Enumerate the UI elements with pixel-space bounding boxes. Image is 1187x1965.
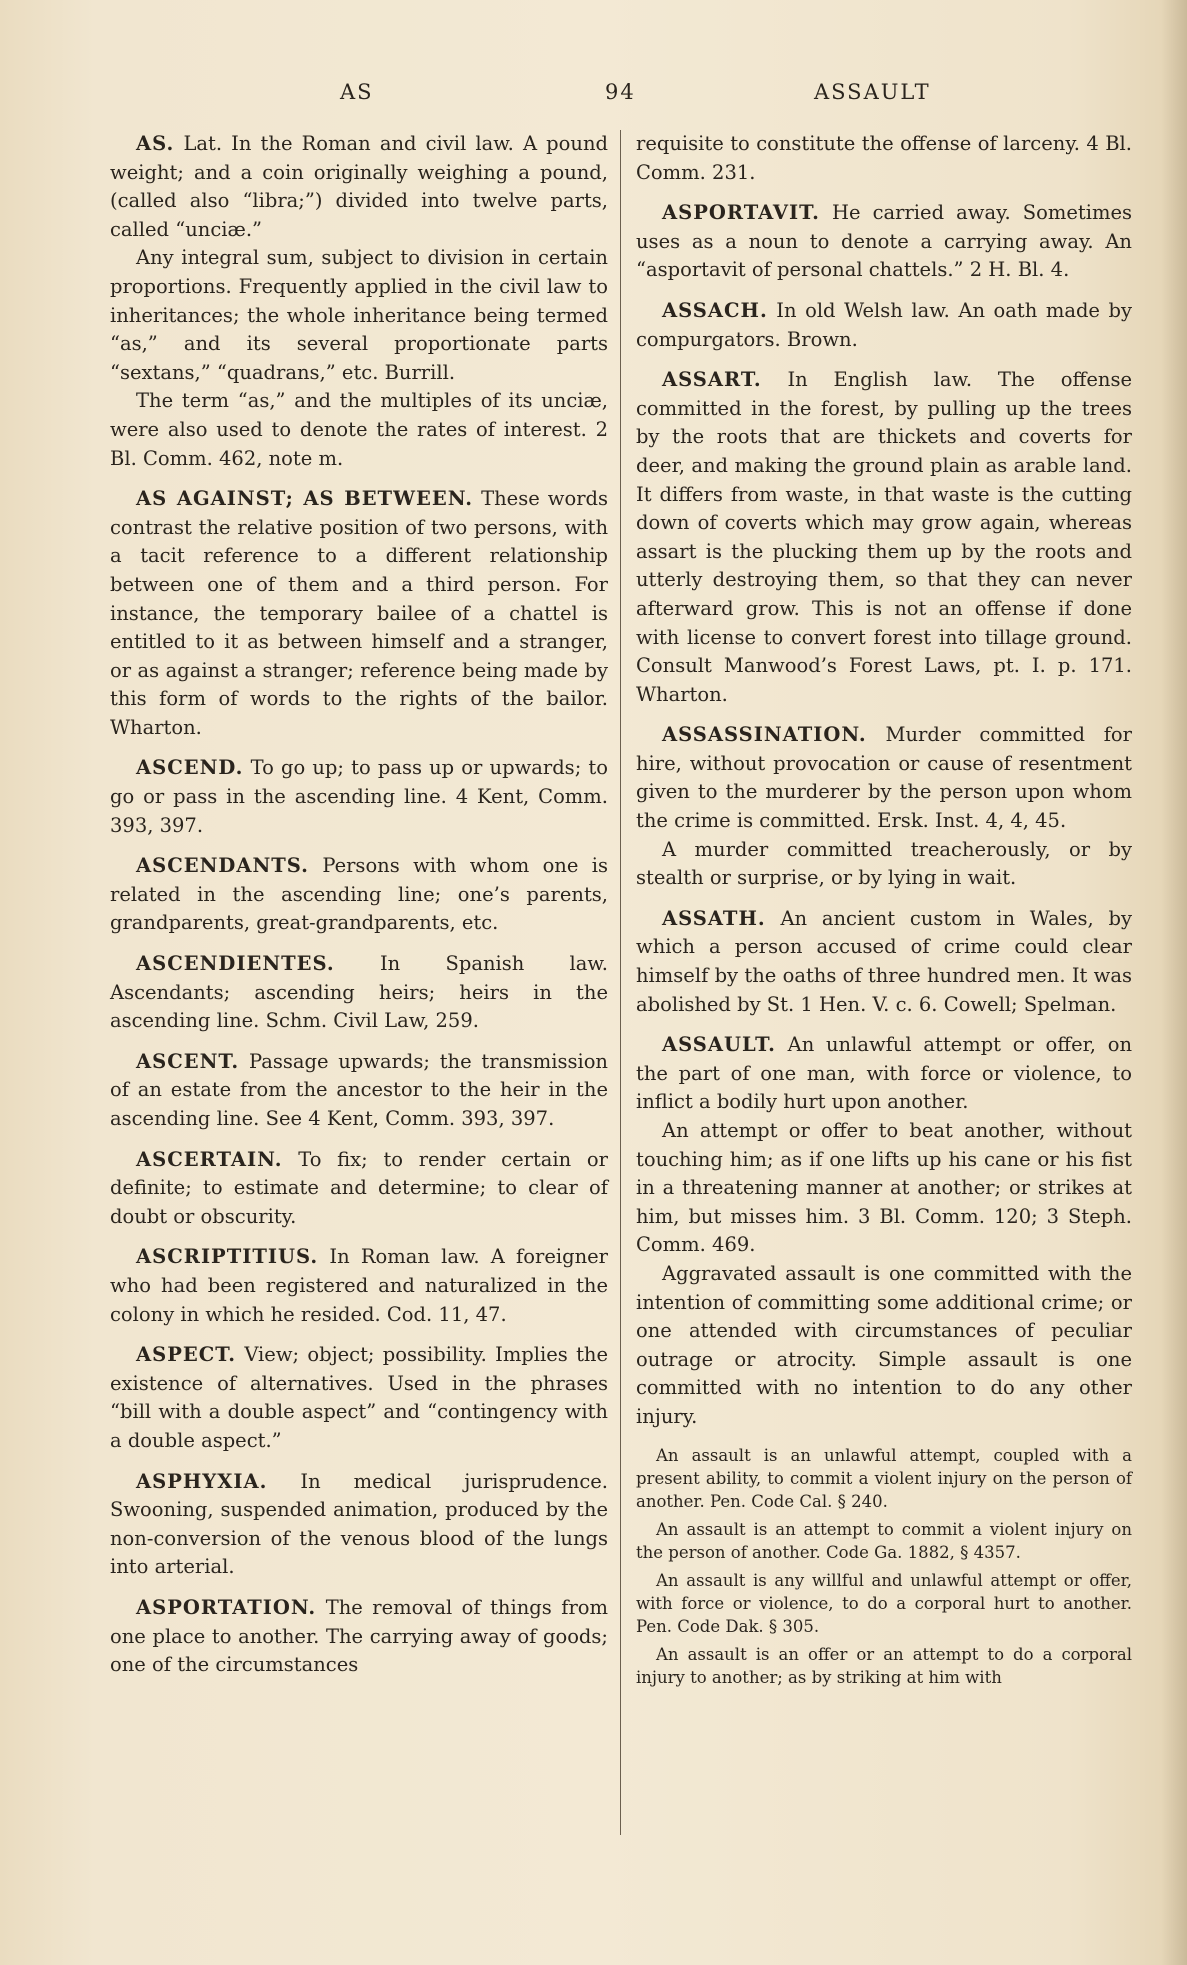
entry-assart bbox=[636, 366, 1132, 709]
column-divider bbox=[620, 130, 621, 1835]
entry-assassination bbox=[636, 721, 1132, 893]
entry-asportation bbox=[110, 1594, 608, 1680]
entry-term: ASPHYXIA. bbox=[136, 1469, 268, 1493]
note-text: An assault is an attempt to commit a violent injury on the person of another. Code Ga. 1882, § 4357. bbox=[636, 1519, 1132, 1563]
entry-text: Passage upwards; the transmission of an estate from the ancestor to the heir in the ascending line. See 4 Kent, Comm. 393, 397. bbox=[110, 1049, 608, 1130]
entry-text: The removal of things from one place to another. The carrying away of goods; one of the circumstances bbox=[110, 1595, 609, 1677]
entry-assault bbox=[636, 1031, 1132, 1431]
entry-text: In old Welsh law. An oath made by compurgators. Brown. bbox=[636, 298, 1133, 351]
entry-as bbox=[110, 130, 608, 473]
statutory-note bbox=[636, 1518, 1132, 1565]
page-number: 94 bbox=[605, 80, 636, 104]
entry-text: An attempt or offer to beat another, without touching him; as if one lifts up his cane or his fist in a threatening manner at another; or strikes at him, but misses him. 3 Bl. Comm. 120; 3 Steph. Comm. 469. bbox=[636, 1119, 1132, 1257]
statutory-note bbox=[636, 1444, 1132, 1514]
entry-asportavit bbox=[636, 199, 1132, 285]
note-text: An assault is an offer or an attempt to do a corporal injury to another; as by striking at him with bbox=[636, 1644, 1132, 1688]
entry-term: ASPORTATION. bbox=[136, 1595, 317, 1619]
entry-asphyxia bbox=[110, 1468, 608, 1582]
entry-term: ASCEND. bbox=[136, 756, 244, 780]
entry-text: In medical jurisprudence. Swooning, suspended animation, produced by the non-conversion of the venous blood of the lungs into arterial. bbox=[110, 1469, 608, 1579]
entry-term: ASPORTAVIT. bbox=[662, 201, 820, 225]
entry-term: ASCENDANTS. bbox=[136, 854, 309, 878]
entry-text: In Spanish law. Ascendants; ascending heirs; heirs in the ascending line. Schm. Civil Law, 259. bbox=[110, 952, 608, 1033]
entry-term: ASCENDIENTES. bbox=[136, 952, 335, 976]
entry-term: ASPECT. bbox=[136, 1343, 237, 1367]
entry-text: To fix; to render certain or definite; to estimate and determine; to clear of doubt or obscurity. bbox=[110, 1147, 608, 1228]
entry-text: In Roman law. A foreigner who had been registered and naturalized in the colony in which he resided. Cod. 11, 47. bbox=[110, 1245, 608, 1326]
entry-term: AS. bbox=[136, 132, 175, 155]
entry-term: ASCERTAIN. bbox=[136, 1147, 283, 1171]
right-column bbox=[636, 130, 1132, 1694]
left-column bbox=[110, 130, 608, 1692]
entry-text: The term “as,” and the multiples of its unciæ, were also used to denote the rates of interest. 2 Bl. Comm. 462, note m. bbox=[110, 389, 608, 470]
note-text: An assault is an unlawful attempt, coupled with a present ability, to commit a violent injury on the person of another. Pen. Code Cal. § 240. bbox=[636, 1445, 1132, 1512]
header-left-guide-word: AS bbox=[340, 80, 374, 104]
entry-aspect bbox=[110, 1341, 608, 1455]
entry-text: An unlawful attempt or offer, on the part of one man, with force or violence, to inflict a bodily hurt upon another. bbox=[636, 1033, 1133, 1114]
entry-ascent bbox=[110, 1048, 608, 1134]
entry-term: ASCENT. bbox=[136, 1049, 240, 1073]
entry-text: He carried away. Sometimes uses as a noun to denote a carrying away. An “asportavit of personal chattels.” 2 H. Bl. 4. bbox=[636, 201, 1132, 282]
entry-text: Any integral sum, subject to division in certain proportions. Frequently applied in the civil law to inheritances; the whole inheritance being termed “as,” and its several proportionate parts “sextans,” “quadrans,” etc. Burrill. bbox=[110, 246, 608, 384]
entry-ascertain bbox=[110, 1146, 608, 1232]
entry-term: ASSAULT. bbox=[662, 1033, 776, 1057]
entry-text: View; object; possibility. Implies the existence of alternatives. Used in the phrases “bill with a double aspect” and “contingency with a double aspect.” bbox=[110, 1343, 609, 1452]
entry-text: Murder committed for hire, without provocation or cause of resentment given to the murderer by the person upon whom the crime is committed. Ersk. Inst. 4, 4, 45. bbox=[636, 723, 1132, 833]
entry-ascendants bbox=[110, 852, 608, 938]
entry-text: Aggravated assault is one committed with the intention of committing some additional crime; or one attended with circumstances of peculiar outrage or atrocity. Simple assault is one committed with no intention to do any other injury. bbox=[636, 1261, 1132, 1428]
entry-text: In English law. The offense committed in the forest, by pulling up the trees by the roots that are thickets and coverts for deer, and making the ground plain as arable land. It differs from waste, in that waste is the cutting down of coverts which may grow again, whereas assart is the plucking them up by the roots and utterly destroying them, so that they can never afterward grow. This is not an offense if done with license to convert forest into tillage ground. Consult Manwood’s Forest Laws, pt. I. p. 171. Wharton. bbox=[636, 368, 1132, 706]
header-right-guide-word: ASSAULT bbox=[814, 80, 931, 104]
entry-text: Persons with whom one is related in the ascending line; one’s parents, grandparents, great-grandparents, etc. bbox=[110, 854, 608, 935]
entry-term: ASSART. bbox=[662, 368, 762, 392]
entry-text: requisite to constitute the offense of larceny. 4 Bl. Comm. 231. bbox=[636, 132, 1132, 184]
entry-ascriptitius bbox=[110, 1243, 608, 1329]
entry-text: To go up; to pass up or upwards; to go or pass in the ascending line. 4 Kent, Comm. 393, 397. bbox=[110, 756, 608, 837]
entry-assath bbox=[636, 905, 1132, 1019]
entry-text: A murder committed treacherously, or by stealth or surprise, or by lying in wait. bbox=[636, 837, 1132, 890]
statutory-note bbox=[636, 1643, 1132, 1690]
entry-term: ASSACH. bbox=[662, 298, 768, 322]
entry-ascend bbox=[110, 754, 608, 840]
entry-text: These words contrast the relative position of two persons, with a tacit reference to a different relationship between one of them and a third person. For instance, the temporary bailee of a chattel is entitled to it as between himself and a stranger, or as against a stranger; reference being made by this form of words to the rights of the bailor. Wharton. bbox=[110, 487, 609, 739]
entry-term: ASCRIPTITIUS. bbox=[136, 1245, 319, 1269]
entry-continuation bbox=[636, 130, 1132, 187]
running-header bbox=[100, 80, 1120, 110]
entry-text: An ancient custom in Wales, by which a person accused of crime could clear himself by the oaths of three hundred men. It was abolished by St. 1 Hen. V. c. 6. Cowell; Spelman. bbox=[636, 906, 1133, 1016]
statutory-note bbox=[636, 1569, 1132, 1639]
entry-as-against bbox=[110, 485, 608, 742]
page-edge-shadow bbox=[1161, 0, 1187, 1965]
entry-term: AS AGAINST; AS BETWEEN. bbox=[136, 487, 474, 511]
entry-term: ASSATH. bbox=[662, 906, 766, 930]
entry-term: ASSASSINATION. bbox=[662, 723, 867, 747]
note-text: An assault is any willful and unlawful attempt or offer, with force or violence, to do a corporal hurt to another. Pen. Code Dak. § 305. bbox=[636, 1570, 1132, 1637]
entry-assach bbox=[636, 297, 1132, 354]
entry-ascendientes bbox=[110, 950, 608, 1036]
entry-text: Lat. In the Roman and civil law. A pound weight; and a coin originally weighing a pound, (called also “libra;”) divided into twelve parts, called “unciæ.” bbox=[110, 132, 608, 241]
